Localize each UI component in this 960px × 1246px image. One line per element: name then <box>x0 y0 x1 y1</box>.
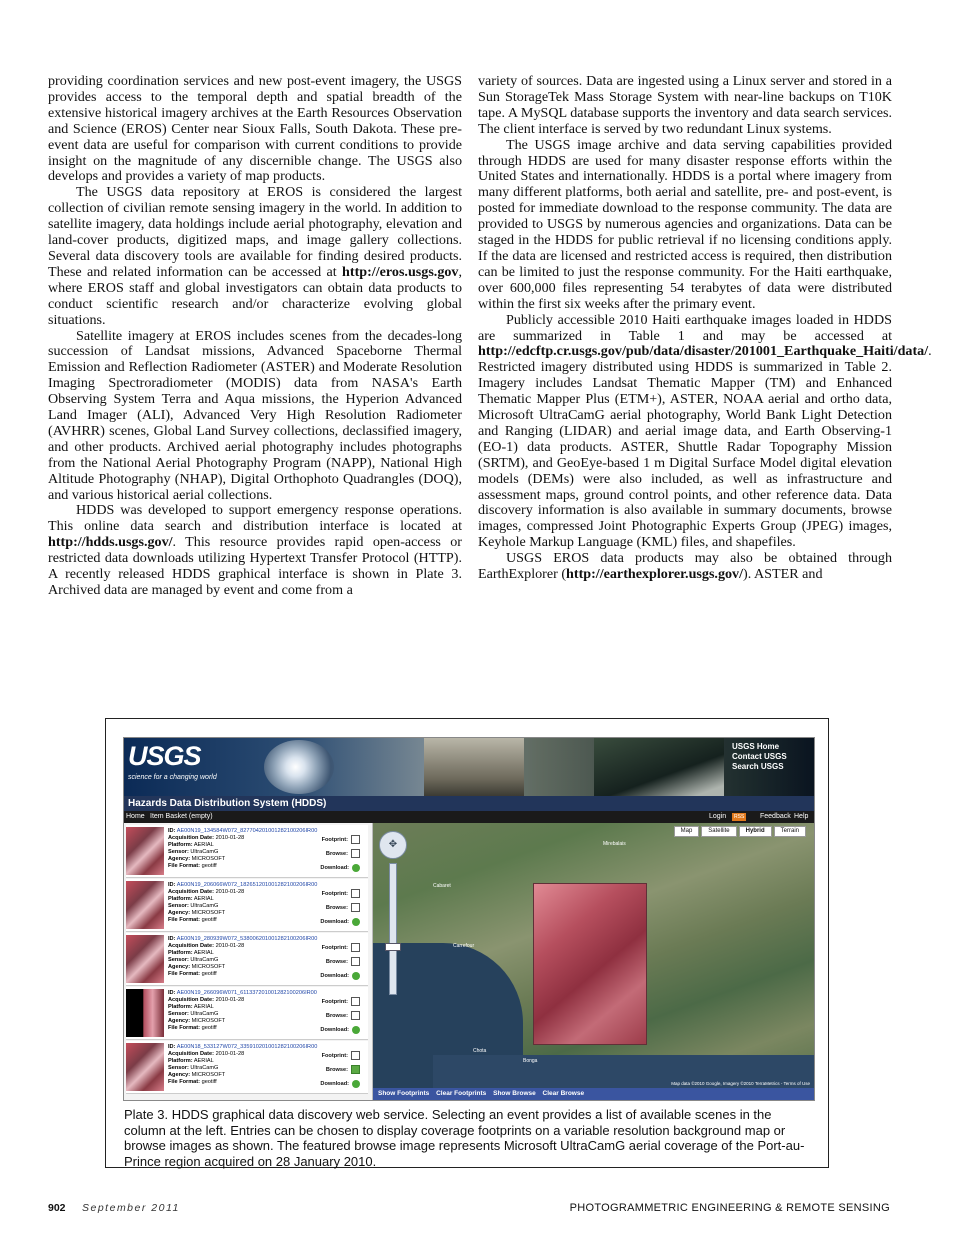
nav-login-link[interactable]: Login <box>709 813 727 820</box>
page-number: 902 <box>48 1202 66 1214</box>
paragraph: The USGS data repository at EROS is considered the largest collection of civilian remote sensing imagery in the world. In addition to satellite imagery, data holdings include aerial photography, elevation and land-cover products, digitized maps, and image gallery collections. Several data discovery tools are available for finding desired products. These and related information can be accessed at http://eros.usgs.gov, where EROS staff and global investigators can obtain data products to conduct scientific research and/or characterize evolving global situations. <box>48 184 462 328</box>
plate-caption <box>124 1107 814 1169</box>
browse-checkbox[interactable] <box>351 1065 360 1074</box>
zoom-slider-knob[interactable] <box>385 943 401 951</box>
caption-text: graphical data discovery web service. Selecting an event provides a list of available scenes in the column at the left. Entries can be chosen to display coverage footprints on a variable resolution background map or browse images as shown. The featured browse image represents Microsoft UltraCamG aerial coverage of the Port-au-Prince region acquired on 28 January 2010. <box>124 1107 805 1169</box>
map-label: Carrefour <box>453 943 475 949</box>
browse-image-overlay <box>533 883 647 1045</box>
scene-controls: Footprint: Browse: Download: <box>320 887 360 929</box>
paragraph: HDDS was developed to support emergency response operations. This online data search and distribution interface is located at http://hdds.usgs.gov/. This resource provides rapid open-access or restricted data downloads utilizing Hypertext Transfer Protocol (HTTP). A recently released HDDS graphical interface is shown in Plate 3. Archived data are managed by event and come from a <box>48 502 462 598</box>
contact-usgs-link[interactable]: Contact USGS <box>732 752 787 761</box>
show-browse-link[interactable]: Show Browse <box>493 1090 536 1097</box>
scene-list <box>124 823 373 1100</box>
zoom-slider[interactable] <box>389 863 397 995</box>
scene-controls: Footprint: Browse: Download: <box>320 833 360 875</box>
map-footer-bar <box>373 1088 814 1100</box>
scene-thumbnail[interactable] <box>126 935 164 983</box>
plate-figure <box>105 718 829 1168</box>
usgs-tagline: science for a changing world <box>128 774 217 781</box>
list-item[interactable] <box>126 933 368 986</box>
scene-id-link[interactable]: AE00N19_280939W072_538006201001282100206IR00 <box>176 936 318 942</box>
usgs-banner <box>124 738 814 796</box>
browse-checkbox[interactable] <box>351 957 360 966</box>
clear-footprints-link[interactable]: Clear Footprints <box>436 1090 487 1097</box>
list-item[interactable] <box>126 1041 368 1094</box>
journal-name: PHOTOGRAMMETRIC ENGINEERING & REMOTE SENSING <box>569 1202 890 1214</box>
paragraph: The USGS image archive and data serving capabilities provided through HDDS are used for many disaster response efforts within the United States and internationally. HDDS is a portal where imagery from many different platforms, both aerial and satellite, pre- and post-event, is posted for immediate download to the response community. The data are provided to USGS by numerous agencies and organizations. Data can be staged in the HDDS for public retrieval if no licensing conditions apply. If the data are licensed and restricted access is required, then distribution can be limited to just the response community. For the Haiti earthquake, over 600,000 files representing 54 terabytes of data were distributed within the first six weeks after the primary event. <box>478 136 892 312</box>
paragraph: variety of sources. Data are ingested using a Linux server and stored in a Sun StorageTek Mass Storage System with near-line backups on T10K tape. A MySQL database supports the inventory and data search services. The client interface is served by two redundant Linux systems. <box>478 73 892 137</box>
hurricane-image <box>264 740 334 794</box>
list-item[interactable] <box>126 987 368 1040</box>
nav-help-link[interactable]: Help <box>794 813 809 820</box>
paragraph: USGS EROS data products may also be obtained through EarthExplorer (http://earthexplorer.usgs.gov/). ASTER and <box>478 550 892 583</box>
browse-checkbox[interactable] <box>351 849 360 858</box>
banner-photo <box>594 738 724 796</box>
map-type-tabs <box>672 826 806 837</box>
clear-browse-link[interactable]: Clear Browse <box>542 1090 585 1097</box>
issue-date: September 2011 <box>82 1202 180 1214</box>
banner-photo <box>424 738 524 796</box>
footprint-checkbox[interactable] <box>351 889 360 898</box>
rss-icon[interactable]: RSS <box>734 814 745 820</box>
list-item[interactable] <box>126 879 368 932</box>
download-icon[interactable] <box>352 918 360 926</box>
map-copyright: Map data ©2010 Google, Imagery ©2010 TerraMetrics - Terms of Use <box>671 1081 810 1086</box>
scene-id-link[interactable]: AE00N19_134584W072_827704201001282100206IR00 <box>176 828 318 834</box>
search-usgs-link[interactable]: Search USGS <box>732 762 784 771</box>
scene-info: ID: AE00N19_206066W072_182651201001282100206IR00 Acquisition Date: 2010-01-28 Platform: AERIAL Sensor: UltraCamG Agency: MICROSOFT File Format: geotiff <box>168 882 318 923</box>
right-text-column <box>478 73 932 583</box>
caption-label: Plate 3. <box>124 1107 169 1122</box>
eros-link[interactable]: http://eros.usgs.gov <box>342 263 459 280</box>
pan-control-icon[interactable]: ✥ <box>379 831 407 859</box>
nav-home-link[interactable]: Home <box>126 813 145 820</box>
earthexplorer-link[interactable]: http://earthexplorer.usgs.gov/ <box>566 566 744 583</box>
download-icon[interactable] <box>352 972 360 980</box>
scene-info: ID: AE00N18_533127W072_335910201001282100206IR00 Acquisition Date: 2010-01-28 Platform: AERIAL Sensor: UltraCamG Agency: MICROSOFT File Format: geotiff <box>168 1044 318 1085</box>
footprint-checkbox[interactable] <box>351 835 360 844</box>
map-tab-hybrid[interactable]: Hybrid <box>739 826 772 837</box>
scene-info: ID: AE00N19_134584W072_827704201001282100206IR00 Acquisition Date: 2010-01-28 Platform: AERIAL Sensor: UltraCamG Agency: MICROSOFT File Format: geotiff <box>168 828 318 869</box>
nav-feedback-link[interactable]: Feedback <box>760 813 791 820</box>
show-footprints-link[interactable]: Show Footprints <box>378 1090 430 1097</box>
scene-info: ID: AE00N19_266096W071_611337201001282100206IR00 Acquisition Date: 2010-01-28 Platform: AERIAL Sensor: UltraCamG Agency: MICROSOFT File Format: geotiff <box>168 990 317 1031</box>
scene-id-link[interactable]: AE00N19_206066W072_182651201001282100206IR00 <box>176 882 318 888</box>
footprint-checkbox[interactable] <box>351 943 360 952</box>
scene-controls: Footprint: Browse: Download: <box>320 1049 360 1091</box>
map-label: Bonga <box>523 1058 538 1064</box>
hdds-link[interactable]: http://hdds.usgs.gov/ <box>48 534 173 551</box>
map-tab-map[interactable]: Map <box>674 826 700 837</box>
list-item[interactable] <box>126 825 368 878</box>
scene-info: ID: AE00N19_280939W072_538006201001282100206IR00 Acquisition Date: 2010-01-28 Platform: AERIAL Sensor: UltraCamG Agency: MICROSOFT File Format: geotiff <box>168 936 318 977</box>
download-icon[interactable] <box>352 864 360 872</box>
hdds-nav-bar <box>124 811 814 823</box>
usgs-logo[interactable]: USGS <box>128 741 201 771</box>
map-label: Mirebalais <box>603 841 626 847</box>
scene-id-link[interactable]: AE00N18_533127W072_335910201001282100206IR00 <box>176 1044 318 1050</box>
scene-controls: Footprint: Browse: Download: <box>320 941 360 983</box>
scene-id-link[interactable]: AE00N19_266096W071_611337201001282100206IR00 <box>176 990 317 996</box>
hdds-screenshot <box>123 737 815 1101</box>
map-label: Cabaret <box>433 883 451 889</box>
paragraph: Satellite imagery at EROS includes scenes from the decades-long succession of Landsat missions, Advanced Spaceborne Thermal Emission and Reflection Radiometer (ASTER) and Moderate Resolution Imaging Spectroradiometer (MODIS) data from NASA's Earth Observing System Terra and Aqua missions, the Hyperion Advanced Land Imager (ALI), Advanced Very High Resolution Radiometer (AVHRR) scenes, Global Land Survey collections, declassified imagery, and other products. Archived aerial photography includes photographs from the National Aerial Photography Program (NAPP), National High Altitude Photography (NHAP), Digital Orthophoto Quadrangles (DOQ), and various historical aerial collections. <box>48 327 462 503</box>
scene-thumbnail[interactable] <box>126 827 164 875</box>
edcftp-link[interactable]: http://edcftp.cr.usgs.gov/pub/data/disaster/201001_Earthquake_Haiti/data/ <box>478 343 929 360</box>
scene-thumbnail[interactable] <box>126 881 164 929</box>
paragraph: Publicly accessible 2010 Haiti earthquake images loaded in HDDS are summarized in Table 1 and may be accessed at http://edcftp.cr.usgs.gov/pub/data/disaster/201001_Earthquake_Haiti/data/. Restricted imagery distributed using HDDS is summarized in Table 2. Imagery includes Landsat Thematic Mapper (TM) and Enhanced Thematic Mapper Plus (ETM+), ASTER, NOAA aerial and ortho data, Microsoft UltraCamG aerial photography, World Bank Light Detection and Ranging (LIDAR) and aerial image data, and Earth Observing-1 (EO-1) data products. ASTER, Shuttle Radar Topography Mission (SRTM), and GeoEye-based 1 m Digital Surface Model digital elevation models (DEMs) were also included, as well as infrastructure and assessment maps, ground control points, and other reference data. Data discovery information is also available in summary documents, browse images, compressed Joint Photographic Experts Group (JPEG) images, Keyhole Markup Language (KML) files, and shapefiles. <box>478 311 932 551</box>
left-text-column <box>48 74 462 599</box>
caption-abbr: HDDS <box>171 1107 209 1122</box>
scene-thumbnail[interactable] <box>126 989 164 1037</box>
map-tab-satellite[interactable]: Satellite <box>701 826 736 837</box>
browse-checkbox[interactable] <box>351 1011 360 1020</box>
map-view[interactable] <box>373 823 814 1088</box>
scene-controls: Footprint: Browse: Download: <box>320 995 360 1037</box>
map-label: Chota <box>473 1048 487 1054</box>
scene-thumbnail[interactable] <box>126 1043 164 1091</box>
hdds-title-bar: Hazards Data Distribution System (HDDS) <box>124 796 814 811</box>
footprint-checkbox[interactable] <box>351 997 360 1006</box>
footprint-checkbox[interactable] <box>351 1051 360 1060</box>
download-icon[interactable] <box>352 1080 360 1088</box>
map-tab-terrain[interactable]: Terrain <box>774 826 806 837</box>
top-links <box>732 742 787 772</box>
download-icon[interactable] <box>352 1026 360 1034</box>
nav-basket-link[interactable]: Item Basket (empty) <box>150 813 213 820</box>
usgs-home-link[interactable]: USGS Home <box>732 742 780 751</box>
browse-checkbox[interactable] <box>351 903 360 912</box>
paragraph: providing coordination services and new post-event imagery, the USGS provides access to the temporal depth and spatial breadth of the extensive historical imagery archives at the Earth Resources Observation and Science (EROS) Center near Sioux Falls, South Dakota. These pre-event data are useful for comparison with current conditions to provide insight on the magnitude of any discernible change. The USGS also develops and provides a variety of map products. <box>48 73 462 185</box>
